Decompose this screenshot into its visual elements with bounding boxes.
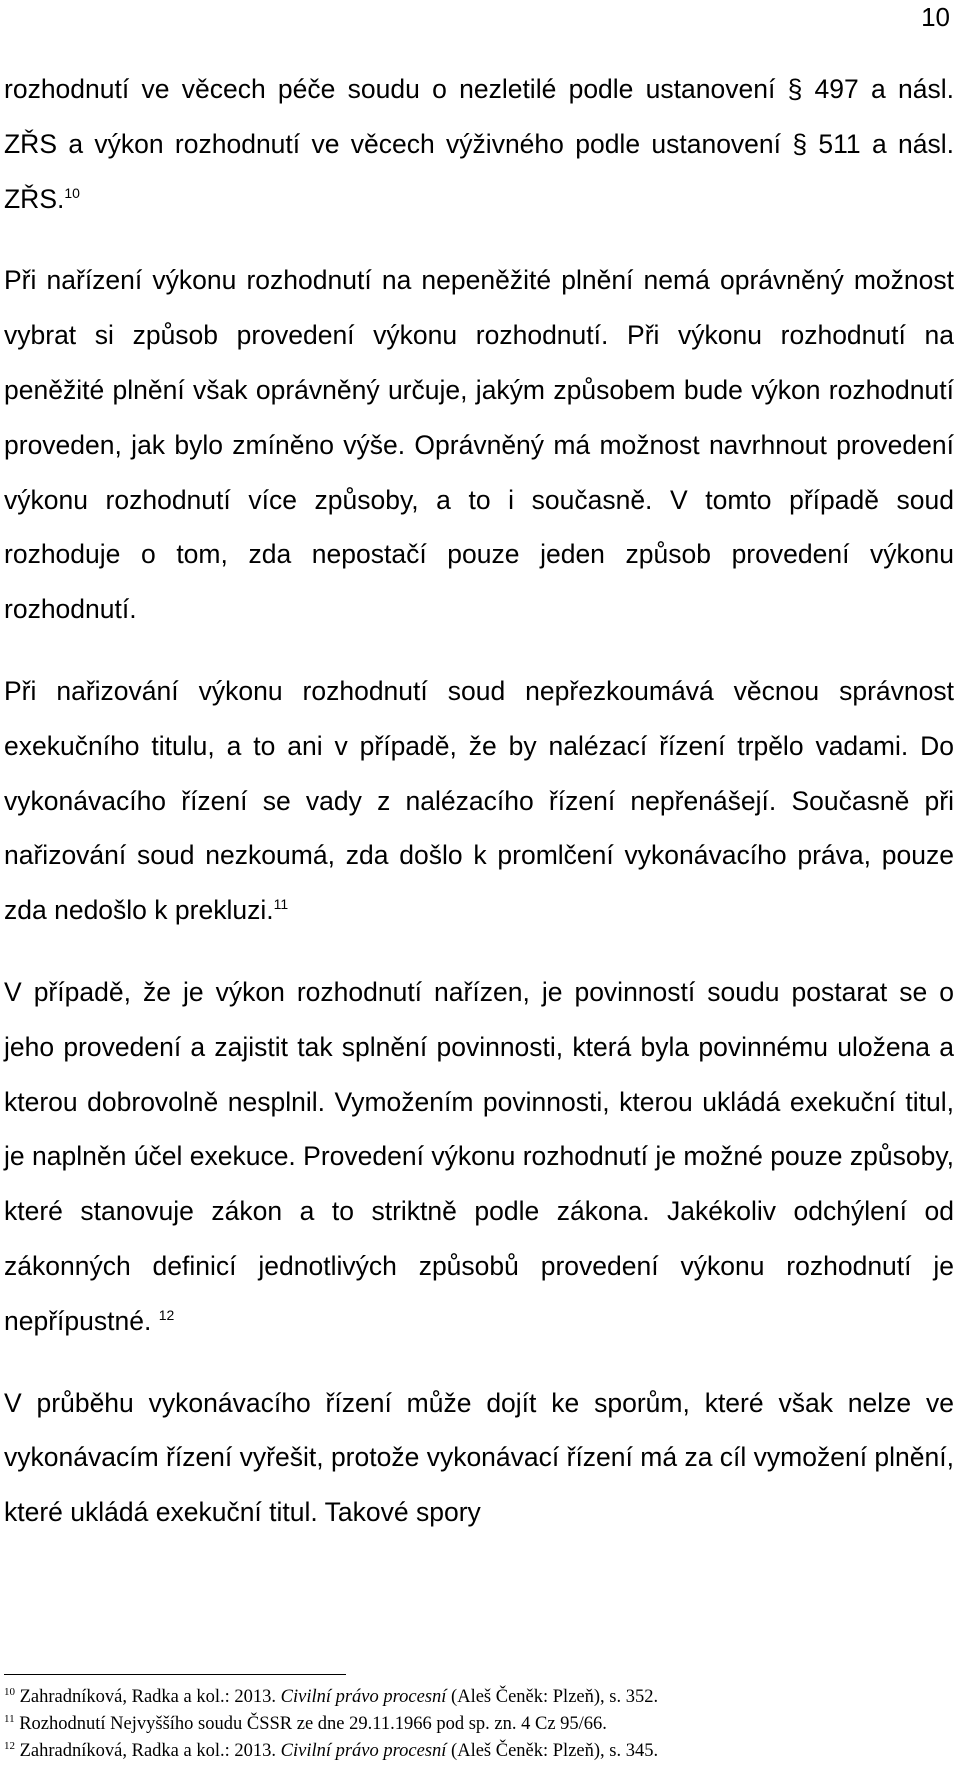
footnote-publisher: (Aleš Čeněk: Plzeň), s. 352. [446,1687,659,1707]
footnote-ref-11: 11 [273,896,289,913]
footnote-text: Zahradníková, Radka a kol.: 2013. [19,1687,281,1707]
footnote-book-title: Civilní právo procesní [280,1687,447,1707]
footnote-book-title: Civilní právo procesní [280,1741,447,1761]
footnote-text: Zahradníková, Radka a kol.: 2013. [19,1741,281,1761]
paragraph-3-text: Při nařizování výkonu rozhodnutí soud nepřezkoumává věcnou správnost exekučního titulu, a to ani v případě, že by nalézací řízení trpělo vadami. Do vykonávacího řízení se vady z nalézacího řízení nepřenášejí. Současně při nařizování soud nezkoumá, zda došlo k promlčení vykonávacího práva, pouze zda nedošlo k prekluzi. [4,675,954,926]
paragraph-2-text: Při nařízení výkonu rozhodnutí na nepeněžité plnění nemá oprávněný možnost vybrat si způsob provedení výkonu rozhodnutí. Při výkonu rozhodnutí na peněžité plnění však oprávněný určuje, jakým způsobem bude výkon rozhodnutí proveden, jak bylo zmíněno výše. Oprávněný má možnost navrhnout provedení výkonu rozhodnutí více způsoby, a to i současně. V tomto případě soud rozhoduje o tom, zda nepostačí pouze jeden způsob provedení výkonu rozhodnutí. [4,265,954,625]
paragraph-5-text: V průběhu vykonávacího řízení může dojít ke sporům, které však nelze ve vykonávacím řízení vyřešit, protože vykonávací řízení má za cíl vymožení plnění, které ukládá exekuční titul. Takové spory [4,1387,954,1528]
footnote-11 [4,1711,954,1738]
footnote-text: Rozhodnutí Nejvyššího soudu ČSSR ze dne 29.11.1966 pod sp. zn. 4 Cz 95/66. [19,1714,607,1734]
footnote-number: 11 [4,1712,15,1725]
body-text [4,62,954,1540]
footnote-ref-12: 12 [158,1306,175,1323]
paragraph-1-text: rozhodnutí ve věcech péče soudu o nezletilé podle ustanovení § 497 a násl. ZŘS a výkon rozhodnutí ve věcech výživného podle ustanovení § 511 a násl. ZŘS. [4,74,954,214]
footnote-10 [4,1684,954,1711]
paragraph-5 [4,1376,954,1540]
paragraph-1 [4,62,954,226]
footnote-ref-10: 10 [64,184,80,201]
paragraph-2 [4,253,954,637]
paragraph-3 [4,664,954,938]
footnote-divider [4,1674,346,1675]
footnote-publisher: (Aleš Čeněk: Plzeň), s. 345. [446,1741,659,1761]
footnotes [4,1684,954,1765]
paragraph-4-text: V případě, že je výkon rozhodnutí nařízen, je povinností soudu postarat se o jeho provedení a zajistit tak splnění povinnosti, která byla povinnému uložena a kterou dobrovolně nesplnil. Vymožením povinnosti, kterou ukládá exekuční titul, je naplněn účel exekuce. Provedení výkonu rozhodnutí je možné pouze způsoby, které stanovuje zákon a to striktně podle zákona. Jakékoliv odchýlení od zákonných definicí jednotlivých způsobů provedení výkonu rozhodnutí je nepřípustné. [4,976,954,1336]
footnote-number: 10 [4,1685,15,1698]
paragraph-4 [4,965,954,1349]
footnote-number: 12 [4,1739,15,1752]
footnote-12 [4,1738,954,1765]
page-number: 10 [921,2,950,32]
